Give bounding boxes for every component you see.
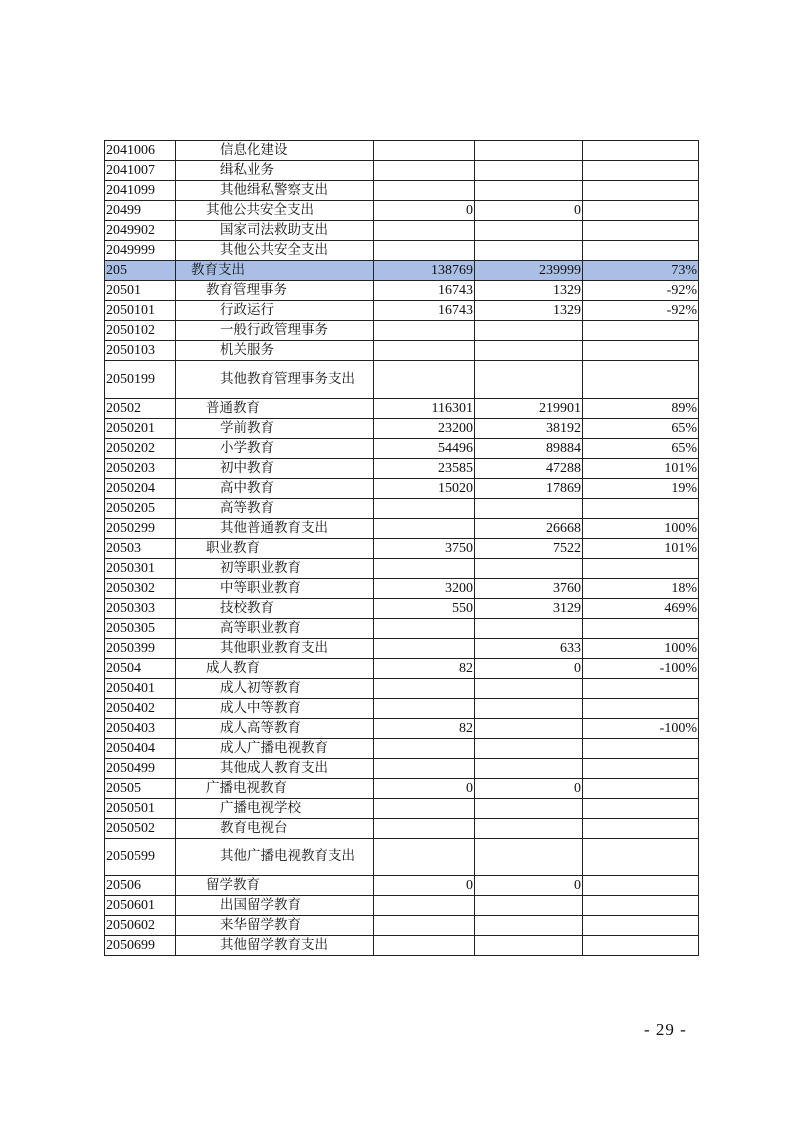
row-current-year-cell xyxy=(475,678,583,698)
row-name-cell: 缉私业务 xyxy=(176,161,374,181)
row-current-year-cell: 1329 xyxy=(475,281,583,301)
row-prev-year-cell: 550 xyxy=(374,598,475,618)
row-name-cell: 成人教育 xyxy=(176,658,374,678)
row-current-year-cell: 3760 xyxy=(475,578,583,598)
table-row xyxy=(105,538,699,558)
table-row xyxy=(105,341,699,361)
row-change-percent-cell: 101% xyxy=(583,538,699,558)
row-name-cell: 高中教育 xyxy=(176,478,374,498)
row-prev-year-cell: 138769 xyxy=(374,261,475,281)
row-code-cell: 2050499 xyxy=(105,758,176,778)
row-code-cell: 2050601 xyxy=(105,896,176,916)
row-change-percent-cell xyxy=(583,241,699,261)
row-current-year-cell xyxy=(475,498,583,518)
row-prev-year-cell xyxy=(374,916,475,936)
table-row xyxy=(105,241,699,261)
row-change-percent-cell: 100% xyxy=(583,518,699,538)
row-current-year-cell xyxy=(475,161,583,181)
row-current-year-cell: 17869 xyxy=(475,478,583,498)
table-row xyxy=(105,141,699,161)
row-name-cell: 普通教育 xyxy=(176,398,374,418)
row-prev-year-cell xyxy=(374,341,475,361)
row-name-cell: 广播电视教育 xyxy=(176,778,374,798)
row-change-percent-cell xyxy=(583,341,699,361)
row-change-percent-cell xyxy=(583,936,699,956)
row-name-cell: 其他职业教育支出 xyxy=(176,638,374,658)
row-name-cell: 学前教育 xyxy=(176,418,374,438)
row-name-cell: 中等职业教育 xyxy=(176,578,374,598)
row-change-percent-cell xyxy=(583,838,699,876)
row-name-cell: 小学教育 xyxy=(176,438,374,458)
row-code-cell: 20503 xyxy=(105,538,176,558)
table-row xyxy=(105,498,699,518)
budget-table xyxy=(104,140,699,956)
row-current-year-cell xyxy=(475,361,583,399)
row-current-year-cell xyxy=(475,698,583,718)
row-change-percent-cell xyxy=(583,498,699,518)
row-code-cell: 2050305 xyxy=(105,618,176,638)
row-code-cell: 2050102 xyxy=(105,321,176,341)
row-prev-year-cell: 0 xyxy=(374,201,475,221)
row-change-percent-cell xyxy=(583,876,699,896)
row-prev-year-cell xyxy=(374,638,475,658)
row-change-percent-cell: 65% xyxy=(583,418,699,438)
row-current-year-cell xyxy=(475,916,583,936)
row-current-year-cell xyxy=(475,221,583,241)
row-current-year-cell xyxy=(475,618,583,638)
table-row xyxy=(105,281,699,301)
table-row xyxy=(105,418,699,438)
table-row xyxy=(105,758,699,778)
row-current-year-cell: 38192 xyxy=(475,418,583,438)
row-code-cell: 2050201 xyxy=(105,418,176,438)
row-code-cell: 2050602 xyxy=(105,916,176,936)
table-body xyxy=(105,141,699,956)
row-change-percent-cell: 19% xyxy=(583,478,699,498)
table-row xyxy=(105,838,699,876)
table-row xyxy=(105,638,699,658)
row-current-year-cell: 7522 xyxy=(475,538,583,558)
row-change-percent-cell: -100% xyxy=(583,718,699,738)
row-name-cell: 成人中等教育 xyxy=(176,698,374,718)
row-code-cell: 2049902 xyxy=(105,221,176,241)
row-prev-year-cell: 116301 xyxy=(374,398,475,418)
row-name-cell: 初中教育 xyxy=(176,458,374,478)
row-change-percent-cell xyxy=(583,321,699,341)
row-code-cell: 2050101 xyxy=(105,301,176,321)
row-change-percent-cell xyxy=(583,818,699,838)
row-change-percent-cell xyxy=(583,181,699,201)
table-row xyxy=(105,518,699,538)
row-prev-year-cell xyxy=(374,181,475,201)
row-name-cell: 其他公共安全支出 xyxy=(176,201,374,221)
row-change-percent-cell: 101% xyxy=(583,458,699,478)
table-row xyxy=(105,578,699,598)
row-code-cell: 2050199 xyxy=(105,361,176,399)
row-code-cell: 2050501 xyxy=(105,798,176,818)
row-code-cell: 2050599 xyxy=(105,838,176,876)
table-row xyxy=(105,438,699,458)
row-change-percent-cell: 18% xyxy=(583,578,699,598)
row-name-cell: 国家司法救助支出 xyxy=(176,221,374,241)
row-name-cell: 其他缉私警察支出 xyxy=(176,181,374,201)
row-change-percent-cell xyxy=(583,678,699,698)
row-change-percent-cell xyxy=(583,798,699,818)
row-current-year-cell xyxy=(475,818,583,838)
row-name-cell: 出国留学教育 xyxy=(176,896,374,916)
row-current-year-cell xyxy=(475,738,583,758)
table-row xyxy=(105,896,699,916)
row-code-cell: 2041006 xyxy=(105,141,176,161)
row-name-cell: 其他教育管理事务支出 xyxy=(176,361,374,399)
table-row xyxy=(105,818,699,838)
row-name-cell: 成人广播电视教育 xyxy=(176,738,374,758)
table-row xyxy=(105,738,699,758)
row-prev-year-cell xyxy=(374,798,475,818)
table-row xyxy=(105,361,699,399)
row-code-cell: 2050402 xyxy=(105,698,176,718)
row-change-percent-cell: 100% xyxy=(583,638,699,658)
row-code-cell: 20506 xyxy=(105,876,176,896)
row-prev-year-cell xyxy=(374,498,475,518)
row-code-cell: 2050103 xyxy=(105,341,176,361)
table-row xyxy=(105,798,699,818)
row-name-cell: 职业教育 xyxy=(176,538,374,558)
row-code-cell: 2050301 xyxy=(105,558,176,578)
row-current-year-cell: 239999 xyxy=(475,261,583,281)
row-change-percent-cell xyxy=(583,896,699,916)
row-current-year-cell xyxy=(475,558,583,578)
row-change-percent-cell xyxy=(583,558,699,578)
table-row xyxy=(105,598,699,618)
row-current-year-cell: 3129 xyxy=(475,598,583,618)
row-change-percent-cell: -92% xyxy=(583,301,699,321)
row-name-cell: 其他普通教育支出 xyxy=(176,518,374,538)
table-row xyxy=(105,161,699,181)
row-prev-year-cell xyxy=(374,678,475,698)
row-change-percent-cell: -100% xyxy=(583,658,699,678)
row-prev-year-cell: 54496 xyxy=(374,438,475,458)
table-row xyxy=(105,301,699,321)
row-prev-year-cell xyxy=(374,518,475,538)
row-code-cell: 20504 xyxy=(105,658,176,678)
row-prev-year-cell xyxy=(374,618,475,638)
row-code-cell: 2050202 xyxy=(105,438,176,458)
row-change-percent-cell: 65% xyxy=(583,438,699,458)
row-name-cell: 教育电视台 xyxy=(176,818,374,838)
row-current-year-cell: 0 xyxy=(475,201,583,221)
row-code-cell: 2050399 xyxy=(105,638,176,658)
row-change-percent-cell: 469% xyxy=(583,598,699,618)
row-name-cell: 信息化建设 xyxy=(176,141,374,161)
table-row xyxy=(105,916,699,936)
row-code-cell: 2049999 xyxy=(105,241,176,261)
row-name-cell: 广播电视学校 xyxy=(176,798,374,818)
row-prev-year-cell: 15020 xyxy=(374,478,475,498)
table-row xyxy=(105,398,699,418)
row-current-year-cell: 47288 xyxy=(475,458,583,478)
row-prev-year-cell: 23200 xyxy=(374,418,475,438)
row-code-cell: 2050203 xyxy=(105,458,176,478)
table-row xyxy=(105,558,699,578)
row-prev-year-cell xyxy=(374,321,475,341)
row-prev-year-cell xyxy=(374,361,475,399)
row-current-year-cell: 633 xyxy=(475,638,583,658)
row-code-cell: 2050404 xyxy=(105,738,176,758)
row-prev-year-cell: 82 xyxy=(374,658,475,678)
row-current-year-cell xyxy=(475,896,583,916)
row-code-cell: 2050403 xyxy=(105,718,176,738)
table-row xyxy=(105,181,699,201)
table-row xyxy=(105,876,699,896)
row-change-percent-cell xyxy=(583,618,699,638)
row-change-percent-cell xyxy=(583,698,699,718)
table-row xyxy=(105,478,699,498)
row-prev-year-cell: 82 xyxy=(374,718,475,738)
row-current-year-cell xyxy=(475,838,583,876)
row-current-year-cell xyxy=(475,141,583,161)
table-row xyxy=(105,678,699,698)
row-prev-year-cell xyxy=(374,241,475,261)
row-code-cell: 2050401 xyxy=(105,678,176,698)
row-prev-year-cell: 23585 xyxy=(374,458,475,478)
table-row xyxy=(105,718,699,738)
row-prev-year-cell xyxy=(374,141,475,161)
row-prev-year-cell: 3750 xyxy=(374,538,475,558)
row-code-cell: 20502 xyxy=(105,398,176,418)
row-prev-year-cell xyxy=(374,936,475,956)
row-prev-year-cell xyxy=(374,698,475,718)
row-name-cell: 其他公共安全支出 xyxy=(176,241,374,261)
table-row xyxy=(105,221,699,241)
row-prev-year-cell: 0 xyxy=(374,876,475,896)
row-change-percent-cell xyxy=(583,161,699,181)
row-prev-year-cell xyxy=(374,818,475,838)
row-change-percent-cell xyxy=(583,201,699,221)
row-current-year-cell: 0 xyxy=(475,658,583,678)
row-change-percent-cell xyxy=(583,221,699,241)
row-current-year-cell: 0 xyxy=(475,778,583,798)
row-change-percent-cell: 73% xyxy=(583,261,699,281)
row-current-year-cell xyxy=(475,181,583,201)
table-row xyxy=(105,698,699,718)
row-current-year-cell xyxy=(475,718,583,738)
table-row xyxy=(105,618,699,638)
row-current-year-cell xyxy=(475,798,583,818)
row-change-percent-cell xyxy=(583,738,699,758)
row-change-percent-cell xyxy=(583,758,699,778)
row-change-percent-cell xyxy=(583,778,699,798)
row-name-cell: 成人初等教育 xyxy=(176,678,374,698)
row-current-year-cell: 89884 xyxy=(475,438,583,458)
row-change-percent-cell xyxy=(583,916,699,936)
row-prev-year-cell xyxy=(374,161,475,181)
row-code-cell: 2050699 xyxy=(105,936,176,956)
row-name-cell: 机关服务 xyxy=(176,341,374,361)
row-code-cell: 2050302 xyxy=(105,578,176,598)
row-code-cell: 2050205 xyxy=(105,498,176,518)
row-name-cell: 初等职业教育 xyxy=(176,558,374,578)
row-code-cell: 2050502 xyxy=(105,818,176,838)
row-code-cell: 205 xyxy=(105,261,176,281)
row-name-cell: 一般行政管理事务 xyxy=(176,321,374,341)
row-current-year-cell xyxy=(475,321,583,341)
table-row xyxy=(105,936,699,956)
row-prev-year-cell xyxy=(374,838,475,876)
table-row xyxy=(105,778,699,798)
row-name-cell: 留学教育 xyxy=(176,876,374,896)
row-current-year-cell xyxy=(475,758,583,778)
row-prev-year-cell: 16743 xyxy=(374,281,475,301)
row-name-cell: 教育支出 xyxy=(176,261,374,281)
row-current-year-cell: 219901 xyxy=(475,398,583,418)
table-row xyxy=(105,321,699,341)
row-current-year-cell: 0 xyxy=(475,876,583,896)
row-name-cell: 技校教育 xyxy=(176,598,374,618)
row-name-cell: 其他留学教育支出 xyxy=(176,936,374,956)
row-prev-year-cell: 0 xyxy=(374,778,475,798)
row-current-year-cell xyxy=(475,241,583,261)
row-code-cell: 20501 xyxy=(105,281,176,301)
row-name-cell: 高等教育 xyxy=(176,498,374,518)
row-name-cell: 其他广播电视教育支出 xyxy=(176,838,374,876)
row-change-percent-cell: -92% xyxy=(583,281,699,301)
row-name-cell: 来华留学教育 xyxy=(176,916,374,936)
row-change-percent-cell xyxy=(583,141,699,161)
table-row xyxy=(105,458,699,478)
table-row xyxy=(105,658,699,678)
row-current-year-cell xyxy=(475,936,583,956)
row-prev-year-cell xyxy=(374,896,475,916)
row-code-cell: 20499 xyxy=(105,201,176,221)
page-number: - 29 - xyxy=(644,1020,687,1039)
row-current-year-cell: 26668 xyxy=(475,518,583,538)
row-change-percent-cell: 89% xyxy=(583,398,699,418)
row-change-percent-cell xyxy=(583,361,699,399)
row-prev-year-cell xyxy=(374,738,475,758)
row-current-year-cell: 1329 xyxy=(475,301,583,321)
row-prev-year-cell xyxy=(374,558,475,578)
row-name-cell: 其他成人教育支出 xyxy=(176,758,374,778)
row-code-cell: 2041099 xyxy=(105,181,176,201)
row-name-cell: 高等职业教育 xyxy=(176,618,374,638)
row-prev-year-cell: 3200 xyxy=(374,578,475,598)
table-row xyxy=(105,201,699,221)
row-code-cell: 2050204 xyxy=(105,478,176,498)
row-prev-year-cell xyxy=(374,221,475,241)
row-current-year-cell xyxy=(475,341,583,361)
row-code-cell: 2041007 xyxy=(105,161,176,181)
table-row xyxy=(105,261,699,281)
row-name-cell: 教育管理事务 xyxy=(176,281,374,301)
row-code-cell: 20505 xyxy=(105,778,176,798)
row-code-cell: 2050299 xyxy=(105,518,176,538)
row-prev-year-cell: 16743 xyxy=(374,301,475,321)
row-code-cell: 2050303 xyxy=(105,598,176,618)
row-name-cell: 行政运行 xyxy=(176,301,374,321)
row-prev-year-cell xyxy=(374,758,475,778)
row-name-cell: 成人高等教育 xyxy=(176,718,374,738)
